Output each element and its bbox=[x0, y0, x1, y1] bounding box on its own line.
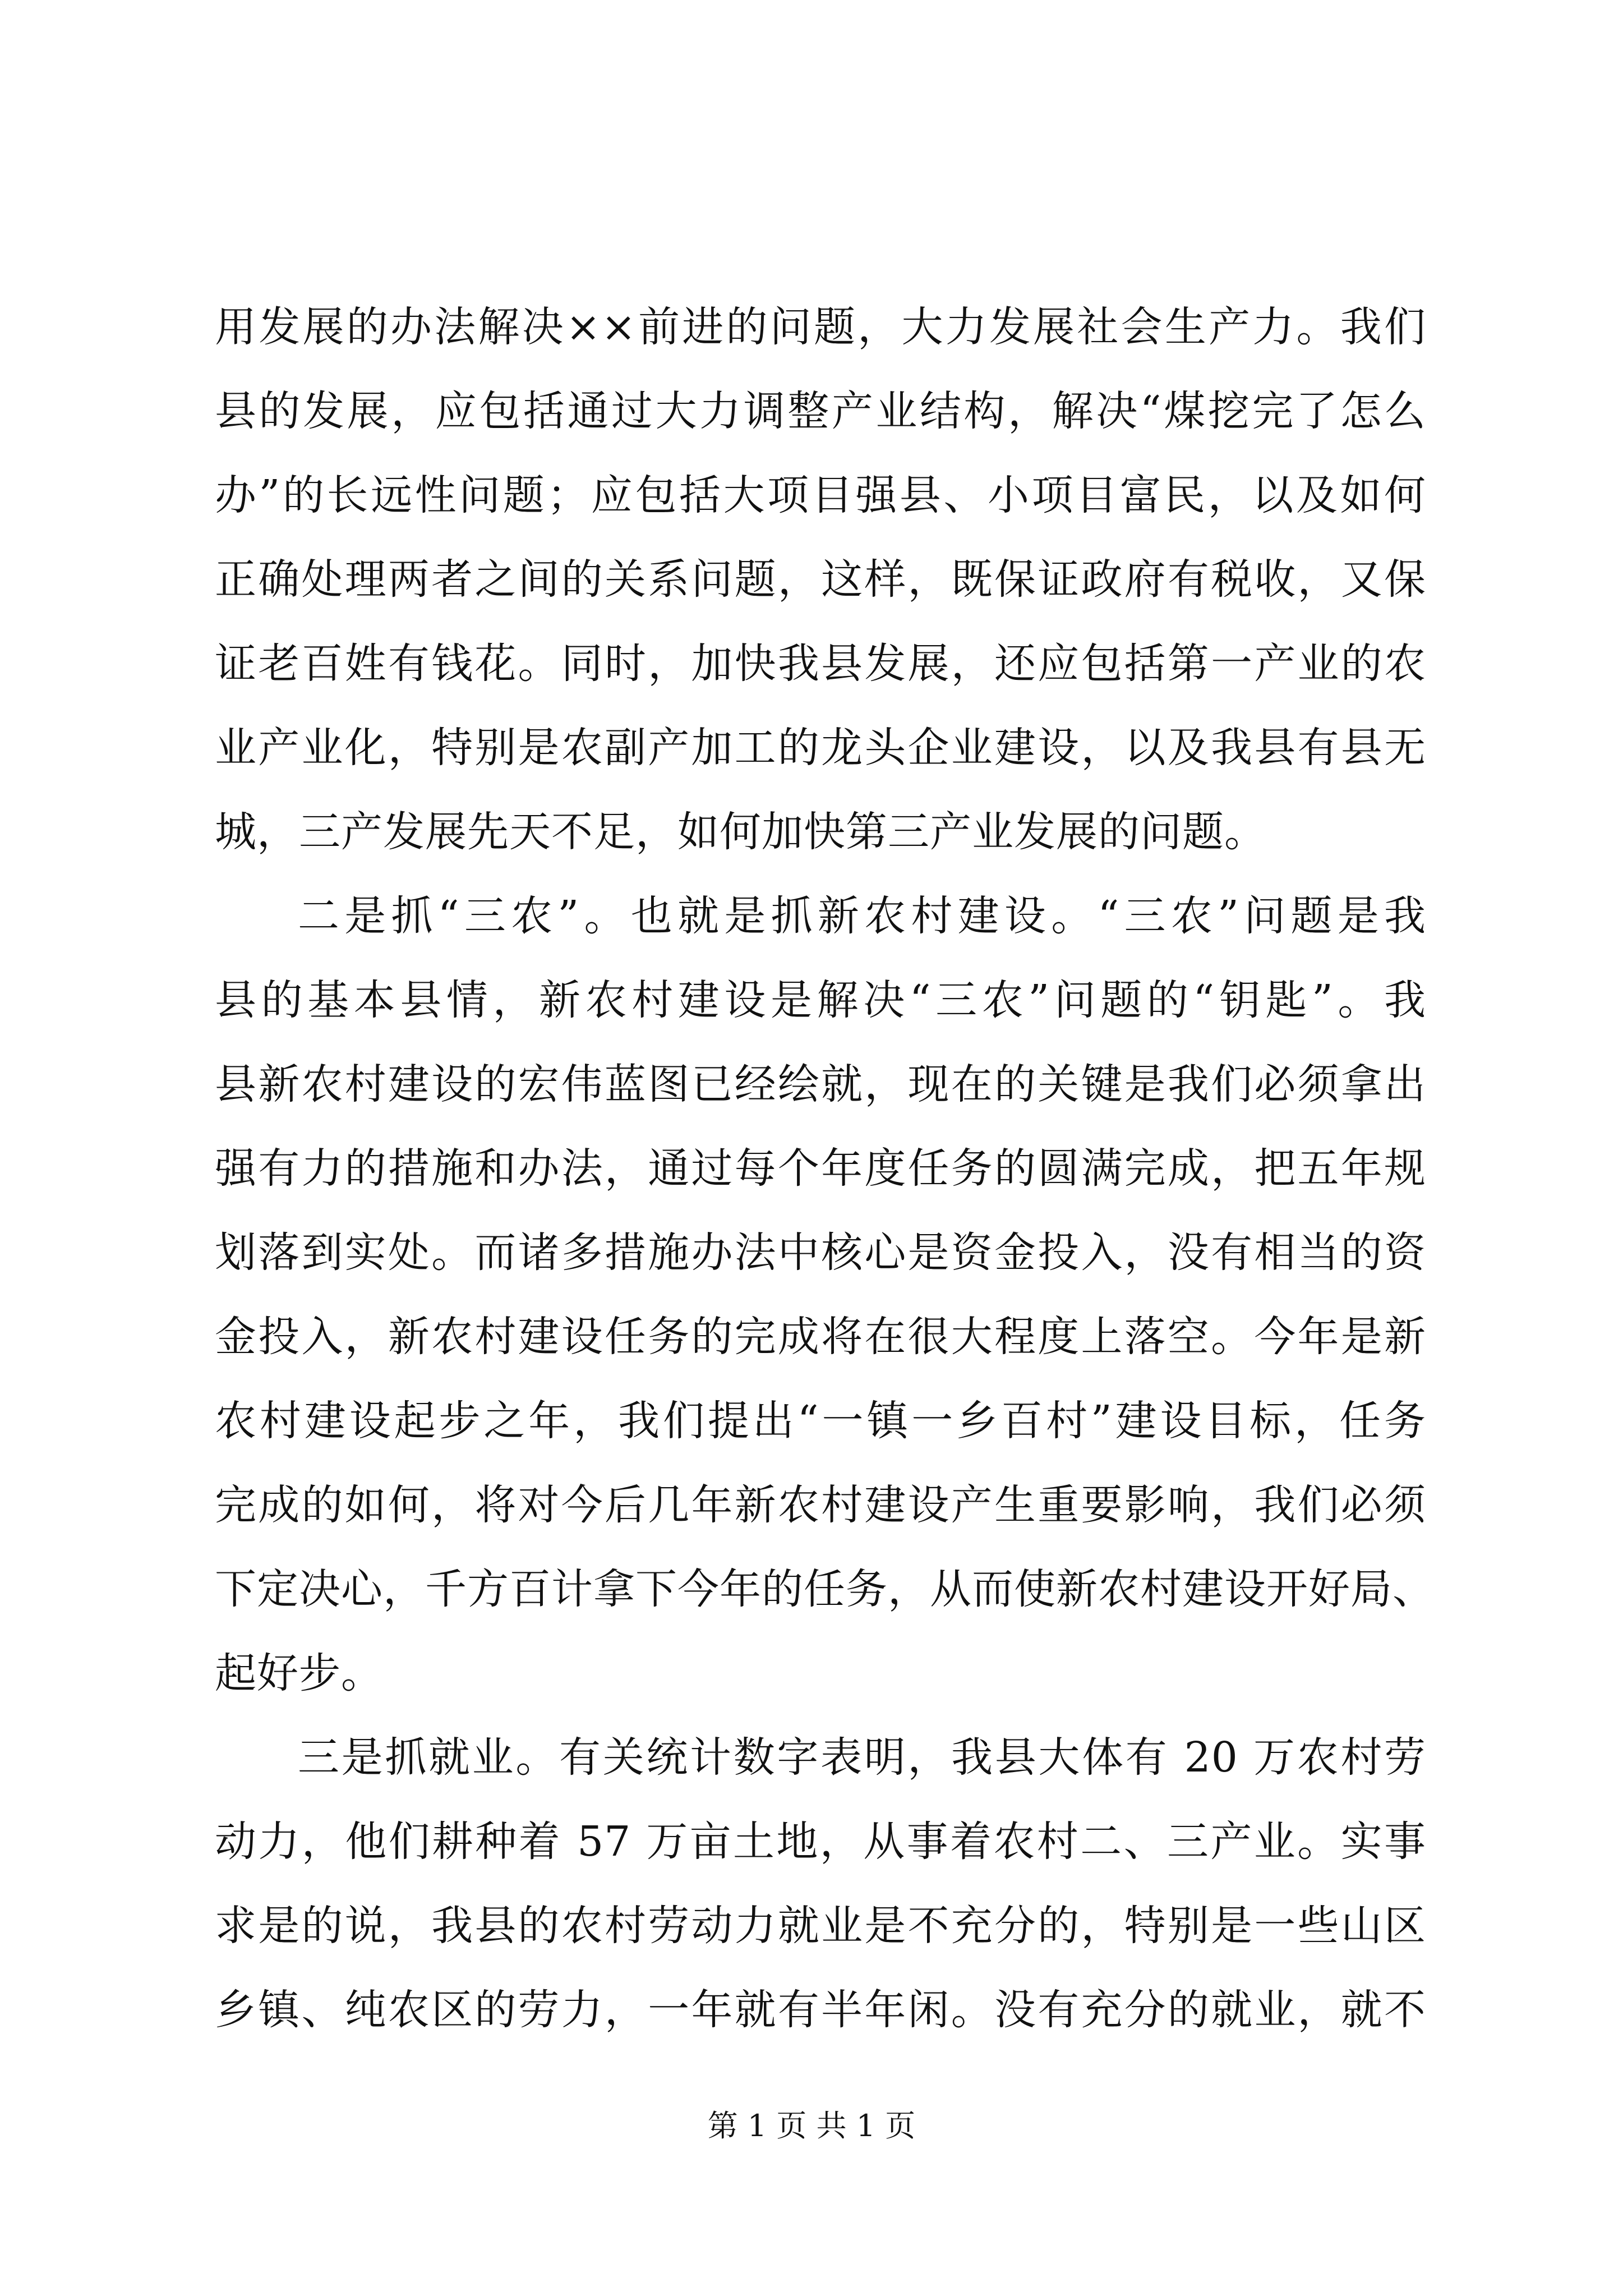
text-line: 求是的说，我县的农村劳动力就业是不充分的，特别是一些山区 bbox=[215, 1902, 1426, 1950]
text-line: 办”的长远性问题；应包括大项目强县、小项目富民，以及如何 bbox=[215, 471, 1426, 519]
text-line: 强有力的措施和办法，通过每个年度任务的圆满完成，把五年规 bbox=[215, 1144, 1426, 1193]
text-line: 县的发展，应包括通过大力调整产业结构，解决“煤挖完了怎么 bbox=[215, 387, 1426, 435]
text-line: 乡镇、纯农区的劳力，一年就有半年闲。没有充分的就业，就不 bbox=[215, 1986, 1426, 2034]
text-line: 下定决心，千方百计拿下今年的任务，从而使新农村建设开好局、 bbox=[215, 1565, 1435, 1613]
text-line: 二是抓“三农”。也就是抓新农村建设。“三农”问题是我 bbox=[298, 892, 1426, 940]
text-line: 用发展的办法解决××前进的问题，大力发展社会生产力。我们 bbox=[215, 303, 1426, 351]
text-line: 农村建设起步之年，我们提出“一镇一乡百村”建设目标，任务 bbox=[215, 1397, 1426, 1445]
document-body bbox=[215, 285, 1435, 2052]
text-line: 完成的如何，将对今后几年新农村建设产生重要影响，我们必须 bbox=[215, 1481, 1426, 1529]
text-line: 划落到实处。而诸多措施办法中核心是资金投入，没有相当的资 bbox=[215, 1228, 1426, 1277]
text-line: 动力，他们耕种着 57 万亩土地，从事着农村二、三产业。实事 bbox=[215, 1818, 1426, 1866]
text-line: 正确处理两者之间的关系问题，这样，既保证政府有税收，又保 bbox=[215, 555, 1426, 604]
text-line: 县的基本县情，新农村建设是解决“三农”问题的“钥匙”。我 bbox=[215, 976, 1426, 1024]
text-line: 起好步。 bbox=[215, 1649, 383, 1697]
text-line: 三是抓就业。有关统计数字表明，我县大体有 20 万农村劳 bbox=[298, 1733, 1426, 1782]
text-line: 城，三产发展先天不足，如何加快第三产业发展的问题。 bbox=[215, 808, 1266, 856]
text-line: 证老百姓有钱花。同时，加快我县发展，还应包括第一产业的农 bbox=[215, 639, 1426, 688]
text-line: 县新农村建设的宏伟蓝图已经绘就，现在的关键是我们必须拿出 bbox=[215, 1060, 1426, 1108]
text-line: 业产业化，特别是农副产加工的龙头企业建设，以及我县有县无 bbox=[215, 724, 1426, 772]
page-number-footer: 第 1 页 共 1 页 bbox=[707, 2108, 916, 2143]
text-line: 金投入，新农村建设任务的完成将在很大程度上落空。今年是新 bbox=[215, 1313, 1426, 1361]
